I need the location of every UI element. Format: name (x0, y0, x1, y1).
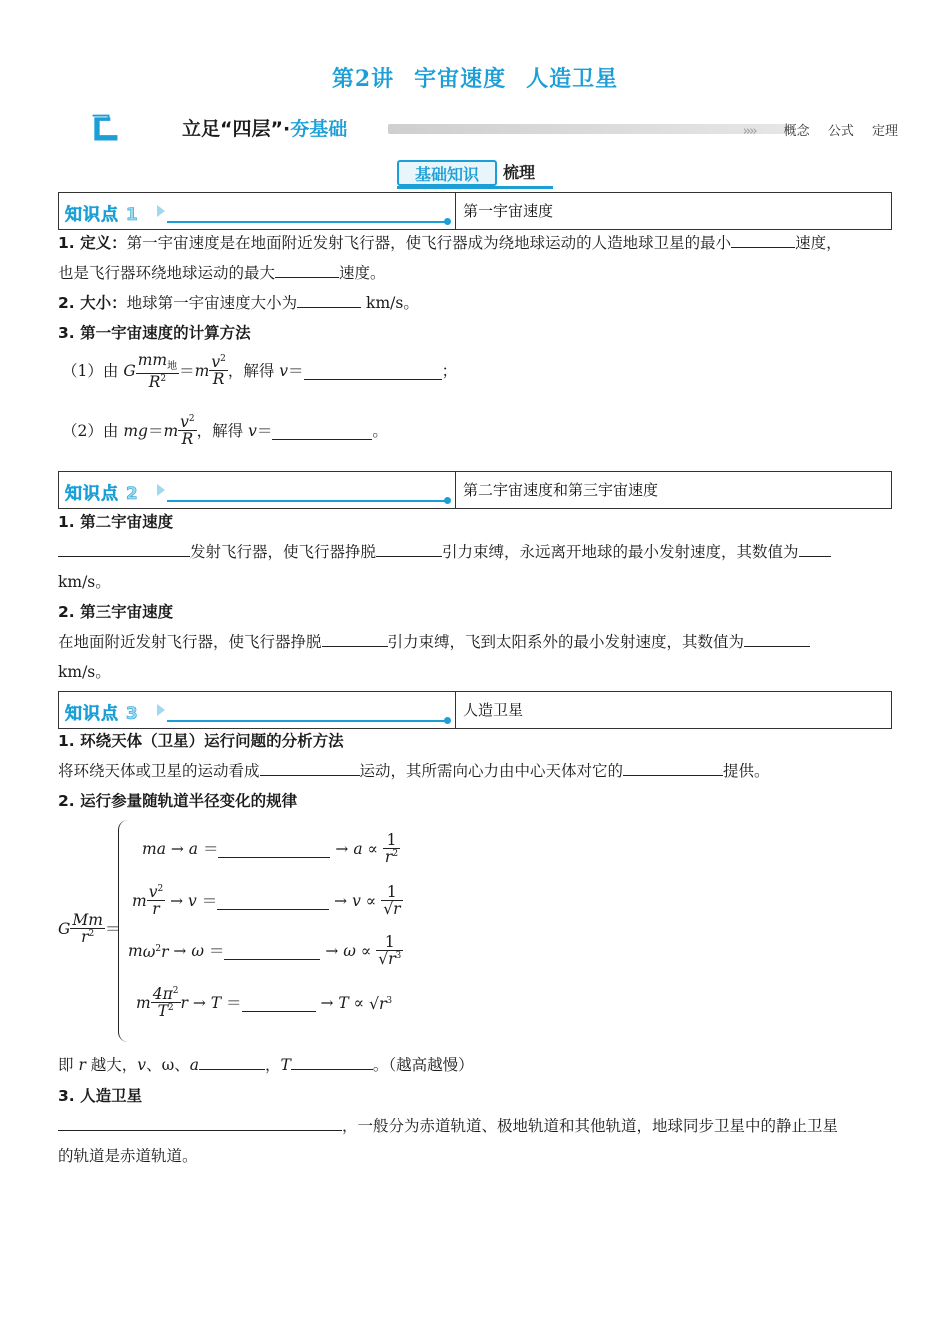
answer-blank (199, 1051, 265, 1070)
paragraph: ，一般分为赤道轨道、极地轨道和其他轨道，地球同步卫星中的静止卫星 (58, 1111, 892, 1141)
triangle-icon (157, 205, 165, 217)
paragraph: 1. 第二宇宙速度 (58, 513, 174, 531)
paragraph: 的轨道是赤道轨道。 (58, 1147, 198, 1165)
paragraph: 在地面附近发射飞行器，使飞行器挣脱 引力束缚，飞到太阳系外的最小发射速度，其数值为 (58, 627, 892, 657)
formula-lhs: G $\frac{Mm}{r^2}$ ＝ (58, 911, 121, 947)
banner-title: 立足“四层”·夯基础 (182, 118, 348, 140)
paragraph: 2. 第三宇宙速度 (58, 603, 174, 621)
formula-row-omega: $m\omega^2r \to \omega$ ＝ → ω ∝ $\frac{1}{√r^3}$ (128, 933, 402, 969)
paragraph: 2. 运行参量随轨道半径变化的规律 (58, 792, 298, 810)
answer-blank (58, 538, 190, 557)
formula-row-v: m $\frac{v^2}{r}$ → v ＝ → v ∝ $\frac{1}{√r}$ (132, 883, 401, 919)
answer-blank (58, 1112, 342, 1131)
answer-blank (218, 839, 330, 858)
answer-blank (799, 538, 831, 557)
answer-blank (224, 941, 320, 960)
answer-blank (260, 757, 360, 776)
brace (118, 820, 129, 1042)
paragraph: km/s。 (58, 573, 111, 591)
paragraph: 1. 环绕天体（卫星）运行问题的分析方法 (58, 732, 344, 750)
paragraph: 也是飞行器环绕地球运动的最大 速度。 (58, 258, 892, 288)
section-banner (78, 112, 898, 148)
answer-blank (304, 361, 442, 380)
formula-row-a: ma → a ＝ → a ∝ $\frac{1}{r^2}$ (142, 831, 399, 867)
knowledge-point-3: 知识点 3 人造卫星 (58, 691, 892, 729)
answer-blank (217, 891, 329, 910)
answer-blank (242, 993, 316, 1012)
paragraph: 3. 人造卫星 (58, 1087, 143, 1105)
paragraph: 2. 大小：地球第一宇宙速度大小为 km/s。 (58, 288, 892, 318)
answer-blank (275, 259, 339, 278)
chevrons-icon: ›››› (742, 124, 756, 139)
page-title: 第2讲 宇宙速度 人造卫星 (331, 66, 619, 92)
knowledge-point-2: 知识点 2 第二宇宙速度和第三宇宙速度 (58, 471, 892, 509)
banner-divider (388, 124, 788, 134)
answer-blank (744, 628, 810, 647)
triangle-icon (157, 484, 165, 496)
answer-blank (731, 229, 795, 248)
paragraph: km/s。 (58, 663, 111, 681)
paragraph: 将环绕天体或卫星的运动看成 运动，其所需向心力由中心天体对它的 提供。 (58, 756, 892, 786)
knowledge-point-1: 知识点 1 第一宇宙速度 (58, 192, 892, 230)
triangle-icon (157, 704, 165, 716)
formula-row-T: m $\frac{4\pi^2}{T^2}$ r → T ＝ → $T \propto √r^3$ (136, 985, 393, 1021)
formula-2: （2）由 mg＝m $\frac{v^2}{R}$ ，解得 v＝ 。 (62, 413, 388, 449)
paragraph: 即 r 越大，v、ω、a ，T 。（越高越慢） (58, 1050, 892, 1080)
paragraph: 1. 定义：第一宇宙速度是在地面附近发射飞行器，使飞行器成为绕地球运动的人造地球卫星的最小 速度， (58, 228, 892, 258)
formula-1: （1）由 G $\frac{mm_地}{R^2}$ ＝m $\frac{v^2}{R}$ ，解得 v＝ ； (62, 351, 458, 391)
paragraph: 3. 第一宇宙速度的计算方法 (58, 324, 251, 342)
answer-blank (297, 289, 361, 308)
banner-tags: ›››› 概念 公式 定理 (742, 124, 898, 139)
answer-blank (322, 628, 388, 647)
paragraph: 发射飞行器，使飞行器挣脱 引力束缚，永远离开地球的最小发射速度，其数值为 (58, 537, 892, 567)
answer-blank (291, 1051, 373, 1070)
answer-blank (272, 421, 372, 440)
answer-blank (376, 538, 442, 557)
answer-blank (623, 757, 723, 776)
